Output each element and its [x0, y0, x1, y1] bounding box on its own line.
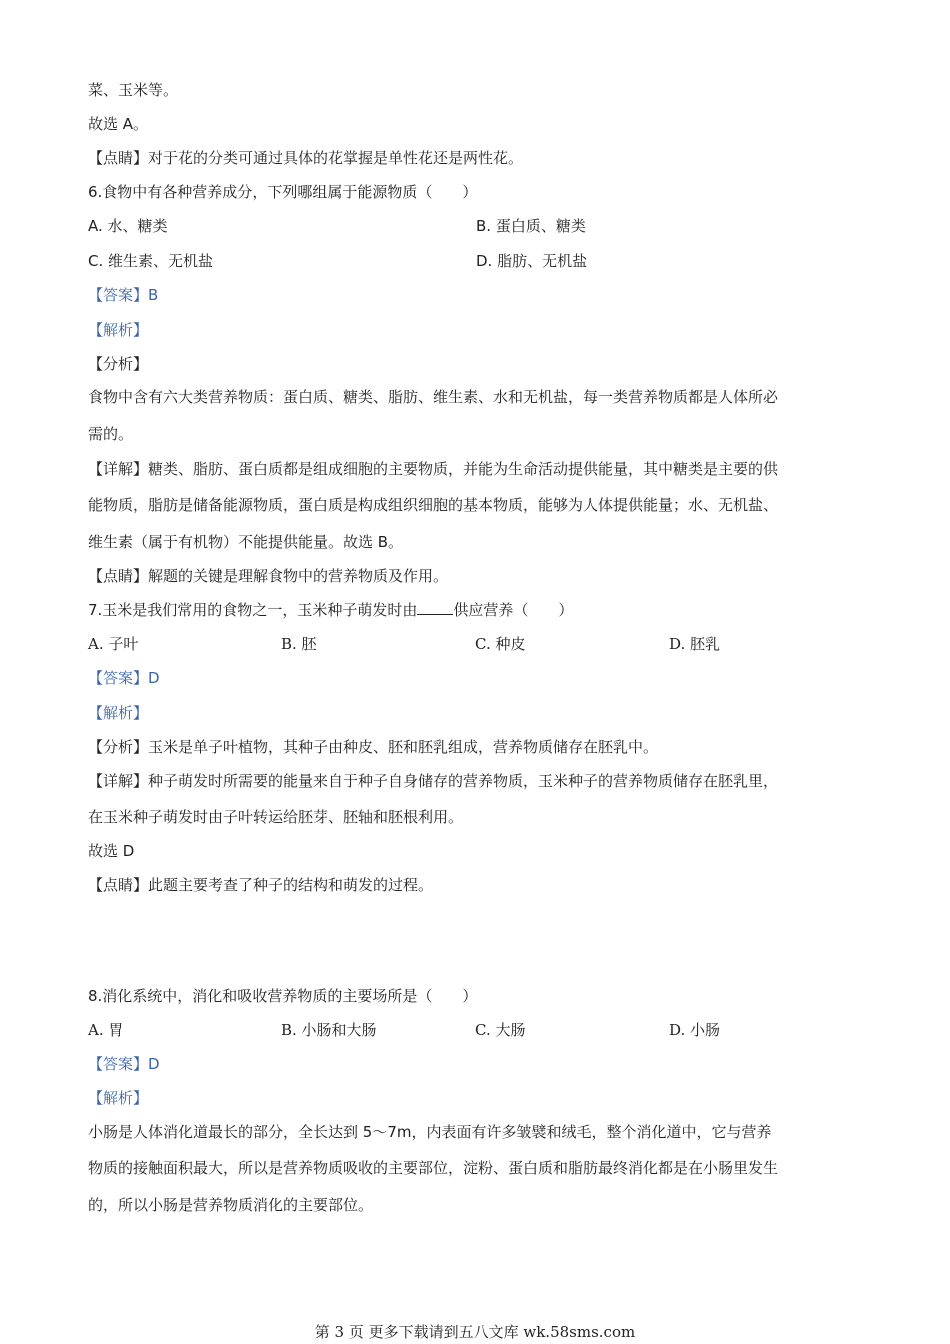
text-line: 菜、玉米等。 [88, 81, 179, 99]
q8-option-c: C. 大肠 [475, 1021, 526, 1039]
page-footer: 第 3 页 更多下载请到五八文库 wk.58sms.com [314, 1323, 636, 1341]
text-line: 维生素（属于有机物）不能提供能量。故选 B。 [88, 533, 404, 551]
q7-answer: 【答案】D [88, 669, 160, 687]
question-6-stem: 6.食物中有各种营养成分，下列哪组属于能源物质（ ） [88, 183, 478, 201]
question-7-stem [88, 600, 573, 620]
q6-fenxi-label: 【分析】 [88, 355, 149, 373]
text-line: 【分析】玉米是单子叶植物，其种子由种皮、胚和胚乳组成，营养物质储存在胚乳中。 [88, 738, 659, 756]
text-line: 小肠是人体消化道最长的部分，全长达到 5～7m，内表面有许多皱襞和绒毛，整个消化道中，它与营养 [88, 1123, 772, 1141]
text-line: 故选 D [88, 842, 135, 860]
q8-option-a: A. 胃 [88, 1021, 124, 1039]
q7-stem-part: 供应营养（ ） [453, 601, 574, 619]
text-line: 在玉米种子萌发时由子叶转运给胚芽、胚轴和胚根利用。 [88, 808, 464, 826]
q7-option-b: B. 胚 [281, 635, 317, 653]
q7-option-c: C. 种皮 [475, 635, 526, 653]
question-8-stem: 8.消化系统中，消化和吸收营养物质的主要场所是（ ） [88, 987, 478, 1005]
text-line: 需的。 [88, 425, 134, 443]
q8-analysis-label: 【解析】 [88, 1089, 149, 1107]
q6-analysis-label: 【解析】 [88, 321, 149, 339]
q6-answer: 【答案】B [88, 286, 159, 304]
q8-option-d: D. 小肠 [669, 1021, 721, 1039]
text-line: 【详解】糖类、脂肪、蛋白质都是组成细胞的主要物质，并能为生命活动提供能量，其中糖类是主要的供 [88, 460, 779, 478]
q7-option-a: A. 子叶 [88, 635, 139, 653]
q8-option-b: B. 小肠和大肠 [281, 1021, 377, 1039]
q7-option-d: D. 胚乳 [669, 635, 721, 653]
q7-stem-part: 7.玉米是我们常用的食物之一，玉米种子萌发时由 [88, 601, 418, 619]
text-line: 故选 A。 [88, 115, 149, 133]
q6-option-a: A. 水、糖类 [88, 217, 168, 235]
comment-line: 【点睛】此题主要考查了种子的结构和萌发的过程。 [88, 876, 434, 894]
text-line: 【详解】种子萌发时所需要的能量来自于种子自身储存的营养物质，玉米种子的营养物质储存在胚乳里， [88, 772, 779, 790]
q6-option-b: B. 蛋白质、糖类 [476, 217, 586, 235]
comment-line: 【点睛】对于花的分类可通过具体的花掌握是单性花还是两性花。 [88, 149, 524, 167]
text-line: 能物质，脂肪是储备能源物质，蛋白质是构成组织细胞的基本物质，能够为人体提供能量；水、无机盐、 [88, 496, 779, 514]
fill-blank [417, 600, 453, 615]
q6-option-c: C. 维生素、无机盐 [88, 252, 214, 270]
q7-analysis-label: 【解析】 [88, 704, 149, 722]
text-line: 物质的接触面积最大，所以是营养物质吸收的主要部位，淀粉、蛋白质和脂肪最终消化都是在小肠里发生 [88, 1159, 779, 1177]
q6-option-d: D. 脂肪、无机盐 [476, 252, 588, 270]
comment-line: 【点睛】解题的关键是理解食物中的营养物质及作用。 [88, 567, 449, 585]
q8-answer: 【答案】D [88, 1055, 160, 1073]
text-line: 的，所以小肠是营养物质消化的主要部位。 [88, 1196, 374, 1214]
text-line: 食物中含有六大类营养物质：蛋白质、糖类、脂肪、维生素、水和无机盐，每一类营养物质都是人体所必 [88, 388, 779, 406]
